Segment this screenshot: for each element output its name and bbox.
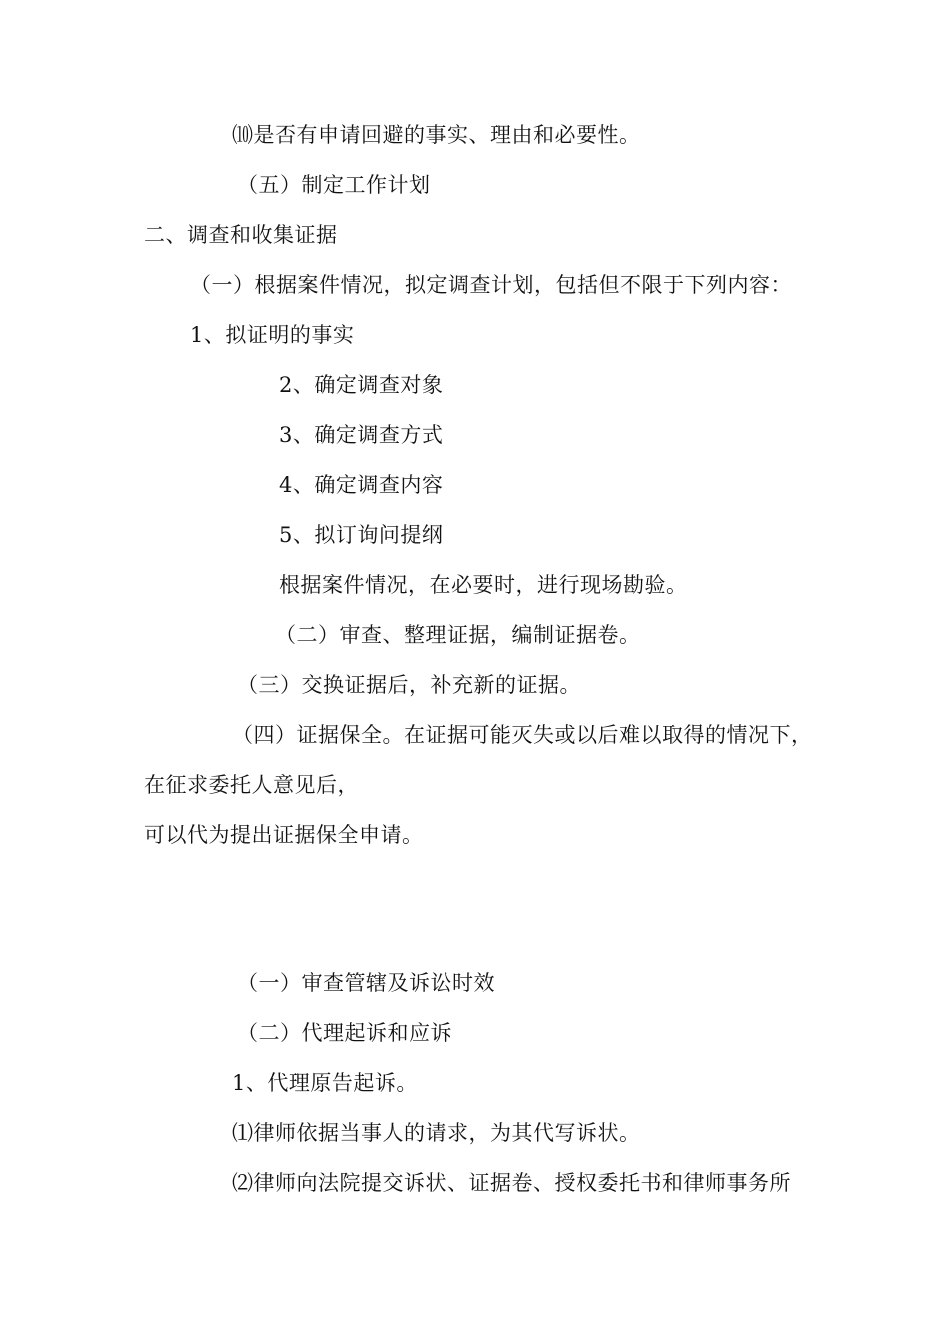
section-heading: （一）审查管辖及诉讼时效 [237, 971, 495, 995]
list-item: ⑵律师向法院提交诉状、证据卷、授权委托书和律师事务所 [232, 1171, 791, 1195]
section-heading: （四）证据保全。在证据可能灭失或以后难以取得的情况下， [232, 723, 813, 747]
section-heading: （五）制定工作计划 [237, 173, 431, 197]
list-item: 2、确定调查对象 [279, 373, 444, 397]
list-item: 3、确定调查方式 [279, 423, 444, 447]
list-item: 1、拟证明的事实 [190, 323, 355, 347]
section-heading: （二）审查、整理证据，编制证据卷。 [275, 623, 641, 647]
section-heading: （三）交换证据后，补充新的证据。 [237, 673, 581, 697]
list-item: 5、拟订询问提纲 [279, 523, 444, 547]
section-heading: （二）代理起诉和应诉 [237, 1021, 452, 1045]
list-item: 1、代理原告起诉。 [232, 1071, 418, 1095]
text-line: 在征求委托人意见后， [144, 773, 359, 797]
list-item: ⑴律师依据当事人的请求，为其代写诉状。 [232, 1121, 641, 1145]
text-line: 可以代为提出证据保全申请。 [144, 823, 424, 847]
chapter-heading: 二、调查和收集证据 [144, 223, 338, 247]
text-line: ⑽是否有申请回避的事实、理由和必要性。 [232, 123, 641, 147]
list-item: 4、确定调查内容 [279, 473, 444, 497]
text-line: 根据案件情况，在必要时，进行现场勘验。 [279, 573, 688, 597]
section-heading: （一）根据案件情况，拟定调查计划，包括但不限于下列内容： [190, 273, 792, 297]
